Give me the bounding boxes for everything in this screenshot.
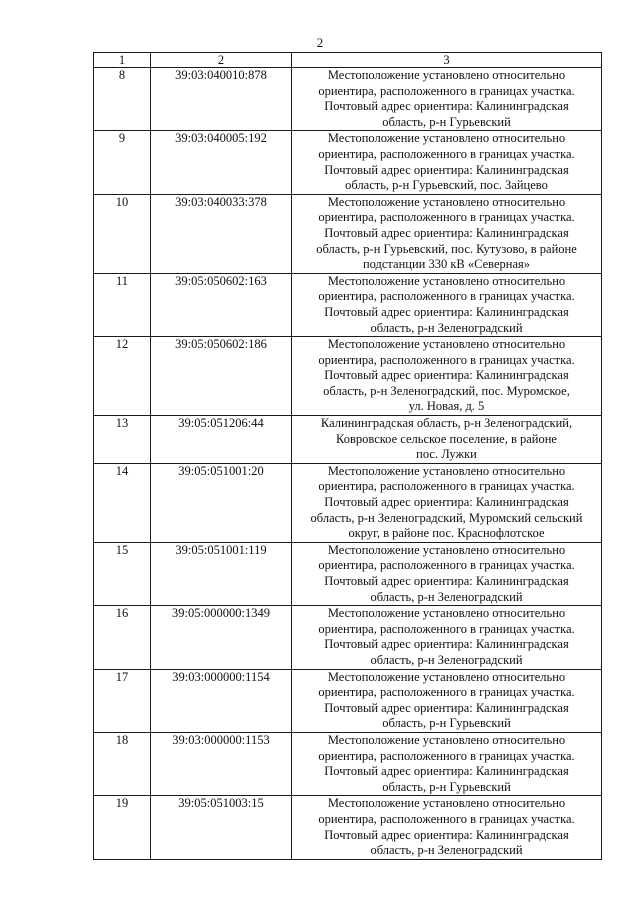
cadastral-number-cell: 39:03:040005:192 bbox=[151, 131, 292, 194]
location-description-cell: Местоположение установлено относительно ориентира, расположенного в границах участка. Почтовый адрес ориентира: Калининградская область, р-н Гурьевский, пос. Кутузово, в районе подстанции 330 кВ «Северная» bbox=[292, 194, 602, 273]
row-number-cell: 15 bbox=[94, 542, 151, 605]
location-description-cell: Местоположение установлено относительно ориентира, расположенного в границах участка. Почтовый адрес ориентира: Калининградская область, р-н Гурьевский bbox=[292, 68, 602, 131]
cadastral-number-cell: 39:05:050602:186 bbox=[151, 337, 292, 416]
row-number-cell: 11 bbox=[94, 273, 151, 336]
location-description-cell: Местоположение установлено относительно ориентира, расположенного в границах участка. Почтовый адрес ориентира: Калининградская область, р-н Зеленоградский bbox=[292, 796, 602, 859]
column-header-3: 3 bbox=[292, 53, 602, 68]
location-description-cell: Местоположение установлено относительно ориентира, расположенного в границах участка. Почтовый адрес ориентира: Калининградская область, р-н Зеленоградский bbox=[292, 273, 602, 336]
row-number-cell: 8 bbox=[94, 68, 151, 131]
cadastral-number-cell: 39:05:050602:163 bbox=[151, 273, 292, 336]
row-number-cell: 16 bbox=[94, 606, 151, 669]
table-row bbox=[94, 416, 602, 464]
table-row bbox=[94, 337, 602, 416]
location-description-cell: Местоположение установлено относительно ориентира, расположенного в границах участка. Почтовый адрес ориентира: Калининградская область, р-н Зеленоградский bbox=[292, 542, 602, 605]
land-plots-table bbox=[93, 52, 602, 860]
location-description-cell: Местоположение установлено относительно ориентира, расположенного в границах участка. Почтовый адрес ориентира: Калининградская область, р-н Зеленоградский, Муромский сельский округ, в районе пос. Краснофлотское bbox=[292, 463, 602, 542]
table-row bbox=[94, 68, 602, 131]
column-header-2: 2 bbox=[151, 53, 292, 68]
row-number-cell: 9 bbox=[94, 131, 151, 194]
row-number-cell: 18 bbox=[94, 732, 151, 795]
table-row bbox=[94, 796, 602, 859]
cadastral-number-cell: 39:03:000000:1153 bbox=[151, 732, 292, 795]
column-header-1: 1 bbox=[94, 53, 151, 68]
location-description-cell: Местоположение установлено относительно ориентира, расположенного в границах участка. Почтовый адрес ориентира: Калининградская область, р-н Гурьевский bbox=[292, 669, 602, 732]
row-number-cell: 19 bbox=[94, 796, 151, 859]
row-number-cell: 13 bbox=[94, 416, 151, 464]
table-row bbox=[94, 542, 602, 605]
location-description-cell: Местоположение установлено относительно ориентира, расположенного в границах участка. Почтовый адрес ориентира: Калининградская область, р-н Зеленоградский bbox=[292, 606, 602, 669]
row-number-cell: 12 bbox=[94, 337, 151, 416]
row-number-cell: 17 bbox=[94, 669, 151, 732]
cadastral-number-cell: 39:05:000000:1349 bbox=[151, 606, 292, 669]
table-row bbox=[94, 194, 602, 273]
cadastral-number-cell: 39:05:051001:20 bbox=[151, 463, 292, 542]
table-row bbox=[94, 273, 602, 336]
table-header-row bbox=[94, 53, 602, 68]
cadastral-number-cell: 39:05:051001:119 bbox=[151, 542, 292, 605]
cadastral-number-cell: 39:03:040033:378 bbox=[151, 194, 292, 273]
table-row bbox=[94, 131, 602, 194]
location-description-cell: Местоположение установлено относительно ориентира, расположенного в границах участка. Почтовый адрес ориентира: Калининградская область, р-н Гурьевский bbox=[292, 732, 602, 795]
cadastral-number-cell: 39:05:051003:15 bbox=[151, 796, 292, 859]
page-number: 2 bbox=[316, 35, 324, 50]
table-row bbox=[94, 606, 602, 669]
cadastral-number-cell: 39:03:040010:878 bbox=[151, 68, 292, 131]
table-row bbox=[94, 669, 602, 732]
table-row bbox=[94, 732, 602, 795]
location-description-cell: Калининградская область, р-н Зеленоградский, Ковровское сельское поселение, в районе пос. Лужки bbox=[292, 416, 602, 464]
cadastral-number-cell: 39:03:000000:1154 bbox=[151, 669, 292, 732]
cadastral-number-cell: 39:05:051206:44 bbox=[151, 416, 292, 464]
table-row bbox=[94, 463, 602, 542]
location-description-cell: Местоположение установлено относительно ориентира, расположенного в границах участка. Почтовый адрес ориентира: Калининградская область, р-н Гурьевский, пос. Зайцево bbox=[292, 131, 602, 194]
row-number-cell: 10 bbox=[94, 194, 151, 273]
row-number-cell: 14 bbox=[94, 463, 151, 542]
table-body bbox=[94, 53, 602, 860]
location-description-cell: Местоположение установлено относительно ориентира, расположенного в границах участка. Почтовый адрес ориентира: Калининградская область, р-н Зеленоградский, пос. Муромское, ул. Новая, д. 5 bbox=[292, 337, 602, 416]
